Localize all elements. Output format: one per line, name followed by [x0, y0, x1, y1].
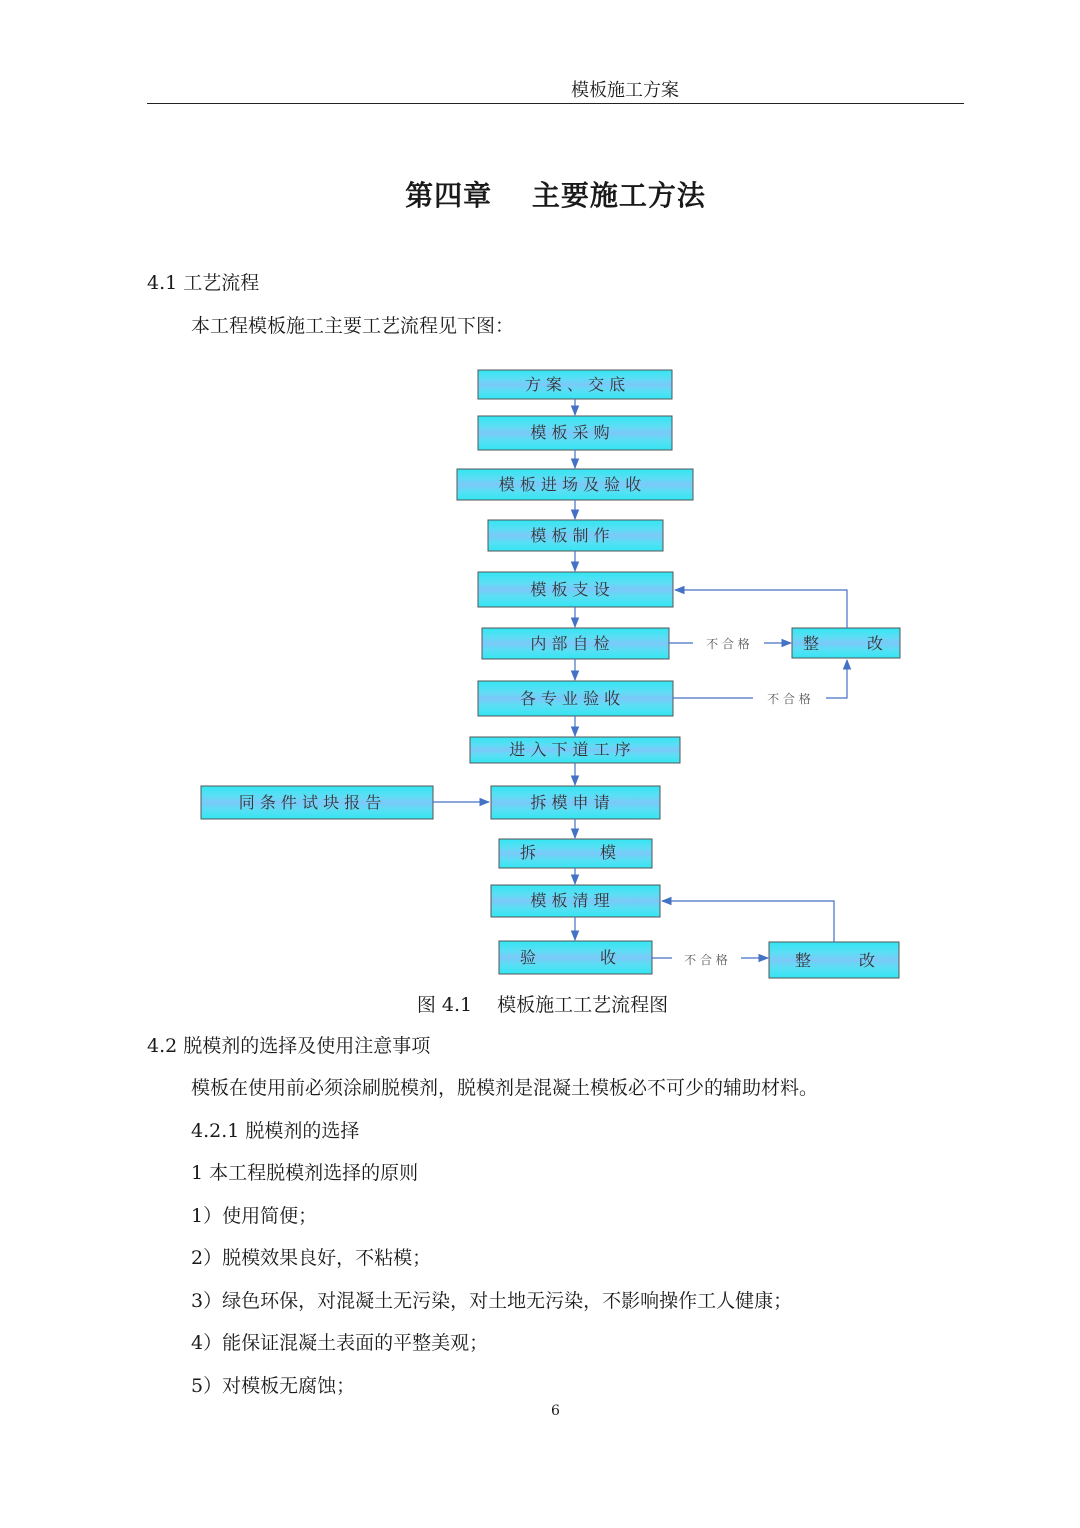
flow-node-label: 验 收 [519, 948, 617, 967]
flow-node-formwork-cleaning [491, 885, 660, 917]
figure-caption: 图 4.1 模板施工工艺流程图 [416, 994, 669, 1016]
flow-node-specialty-acceptance [478, 681, 673, 716]
flow-node-label: 整 改 [802, 634, 884, 653]
flow-node-delivery-inspection [457, 469, 693, 500]
flow-node-label: 拆 模 [519, 843, 617, 862]
running-header: 模板施工方案 [571, 80, 679, 101]
flow-node-label: 内 部 自 检 [530, 634, 610, 653]
principle-item: 4）能保证混凝土表面的平整美观； [191, 1332, 489, 1354]
flow-node-formwork-removal [499, 839, 652, 868]
flow-node-final-acceptance [499, 941, 652, 974]
section-4-2-heading: 4.2 脱模剂的选择及使用注意事项 [147, 1035, 431, 1057]
flow-node-label: 模 板 进 场 及 验 收 [498, 475, 642, 494]
flow-node-label: 模 板 采 购 [530, 423, 610, 442]
principle-item: 5）对模板无腐蚀； [191, 1375, 356, 1397]
condition-label-fail: 不 合 格 [706, 637, 750, 651]
condition-label-fail: 不 合 格 [767, 692, 811, 706]
flow-node-test-block-report [201, 786, 433, 819]
principle-title: 1 本工程脱模剂选择的原则 [191, 1162, 419, 1184]
flow-node-formwork-fabrication [488, 520, 663, 551]
flow-node-next-process [470, 737, 680, 763]
condition-label-fail: 不 合 格 [684, 953, 728, 967]
flow-node-rectification-2 [769, 942, 899, 978]
section-4-1-heading: 4.1 工艺流程 [147, 272, 260, 294]
flow-node-formwork-erection [478, 572, 673, 607]
chapter-title: 第四章 主要施工方法 [405, 179, 706, 212]
section-4-1-intro: 本工程模板施工主要工艺流程见下图： [191, 315, 515, 337]
flow-node-internal-check [482, 628, 669, 659]
principle-item: 3）绿色环保，对混凝土无污染，对土地无污染，不影响操作工人健康； [191, 1290, 793, 1312]
flow-node-label: 模 板 制 作 [530, 526, 610, 545]
page-number: 6 [551, 1403, 560, 1419]
principle-item: 2）脱模效果良好，不粘模； [191, 1247, 432, 1269]
flow-loop-specialty-acceptance [673, 660, 847, 698]
flow-node-label: 各 专 业 验 收 [519, 689, 621, 708]
flow-node-label: 整 改 [794, 951, 876, 970]
flow-node-label: 模 板 支 设 [530, 580, 610, 599]
flow-node-label: 方 案 、 交 底 [524, 375, 626, 394]
flow-node-label: 同 条 件 试 块 报 告 [238, 793, 382, 812]
flow-node-removal-request [491, 786, 660, 819]
flow-node-label: 进 入 下 道 工 序 [509, 740, 631, 759]
subsection-4-2-1-heading: 4.2.1 脱模剂的选择 [191, 1120, 360, 1142]
flow-node-label: 拆 模 申 请 [530, 793, 610, 812]
principle-item: 1）使用简便； [191, 1205, 318, 1227]
flow-node-formwork-purchase [478, 416, 672, 450]
flow-node-label: 模 板 清 理 [530, 891, 610, 910]
flow-node-plan-briefing [478, 370, 672, 399]
section-4-2-paragraph: 模板在使用前必须涂刷脱模剂，脱模剂是混凝土模板必不可少的辅助材料。 [191, 1077, 819, 1099]
flow-node-rectification-1 [792, 628, 900, 658]
